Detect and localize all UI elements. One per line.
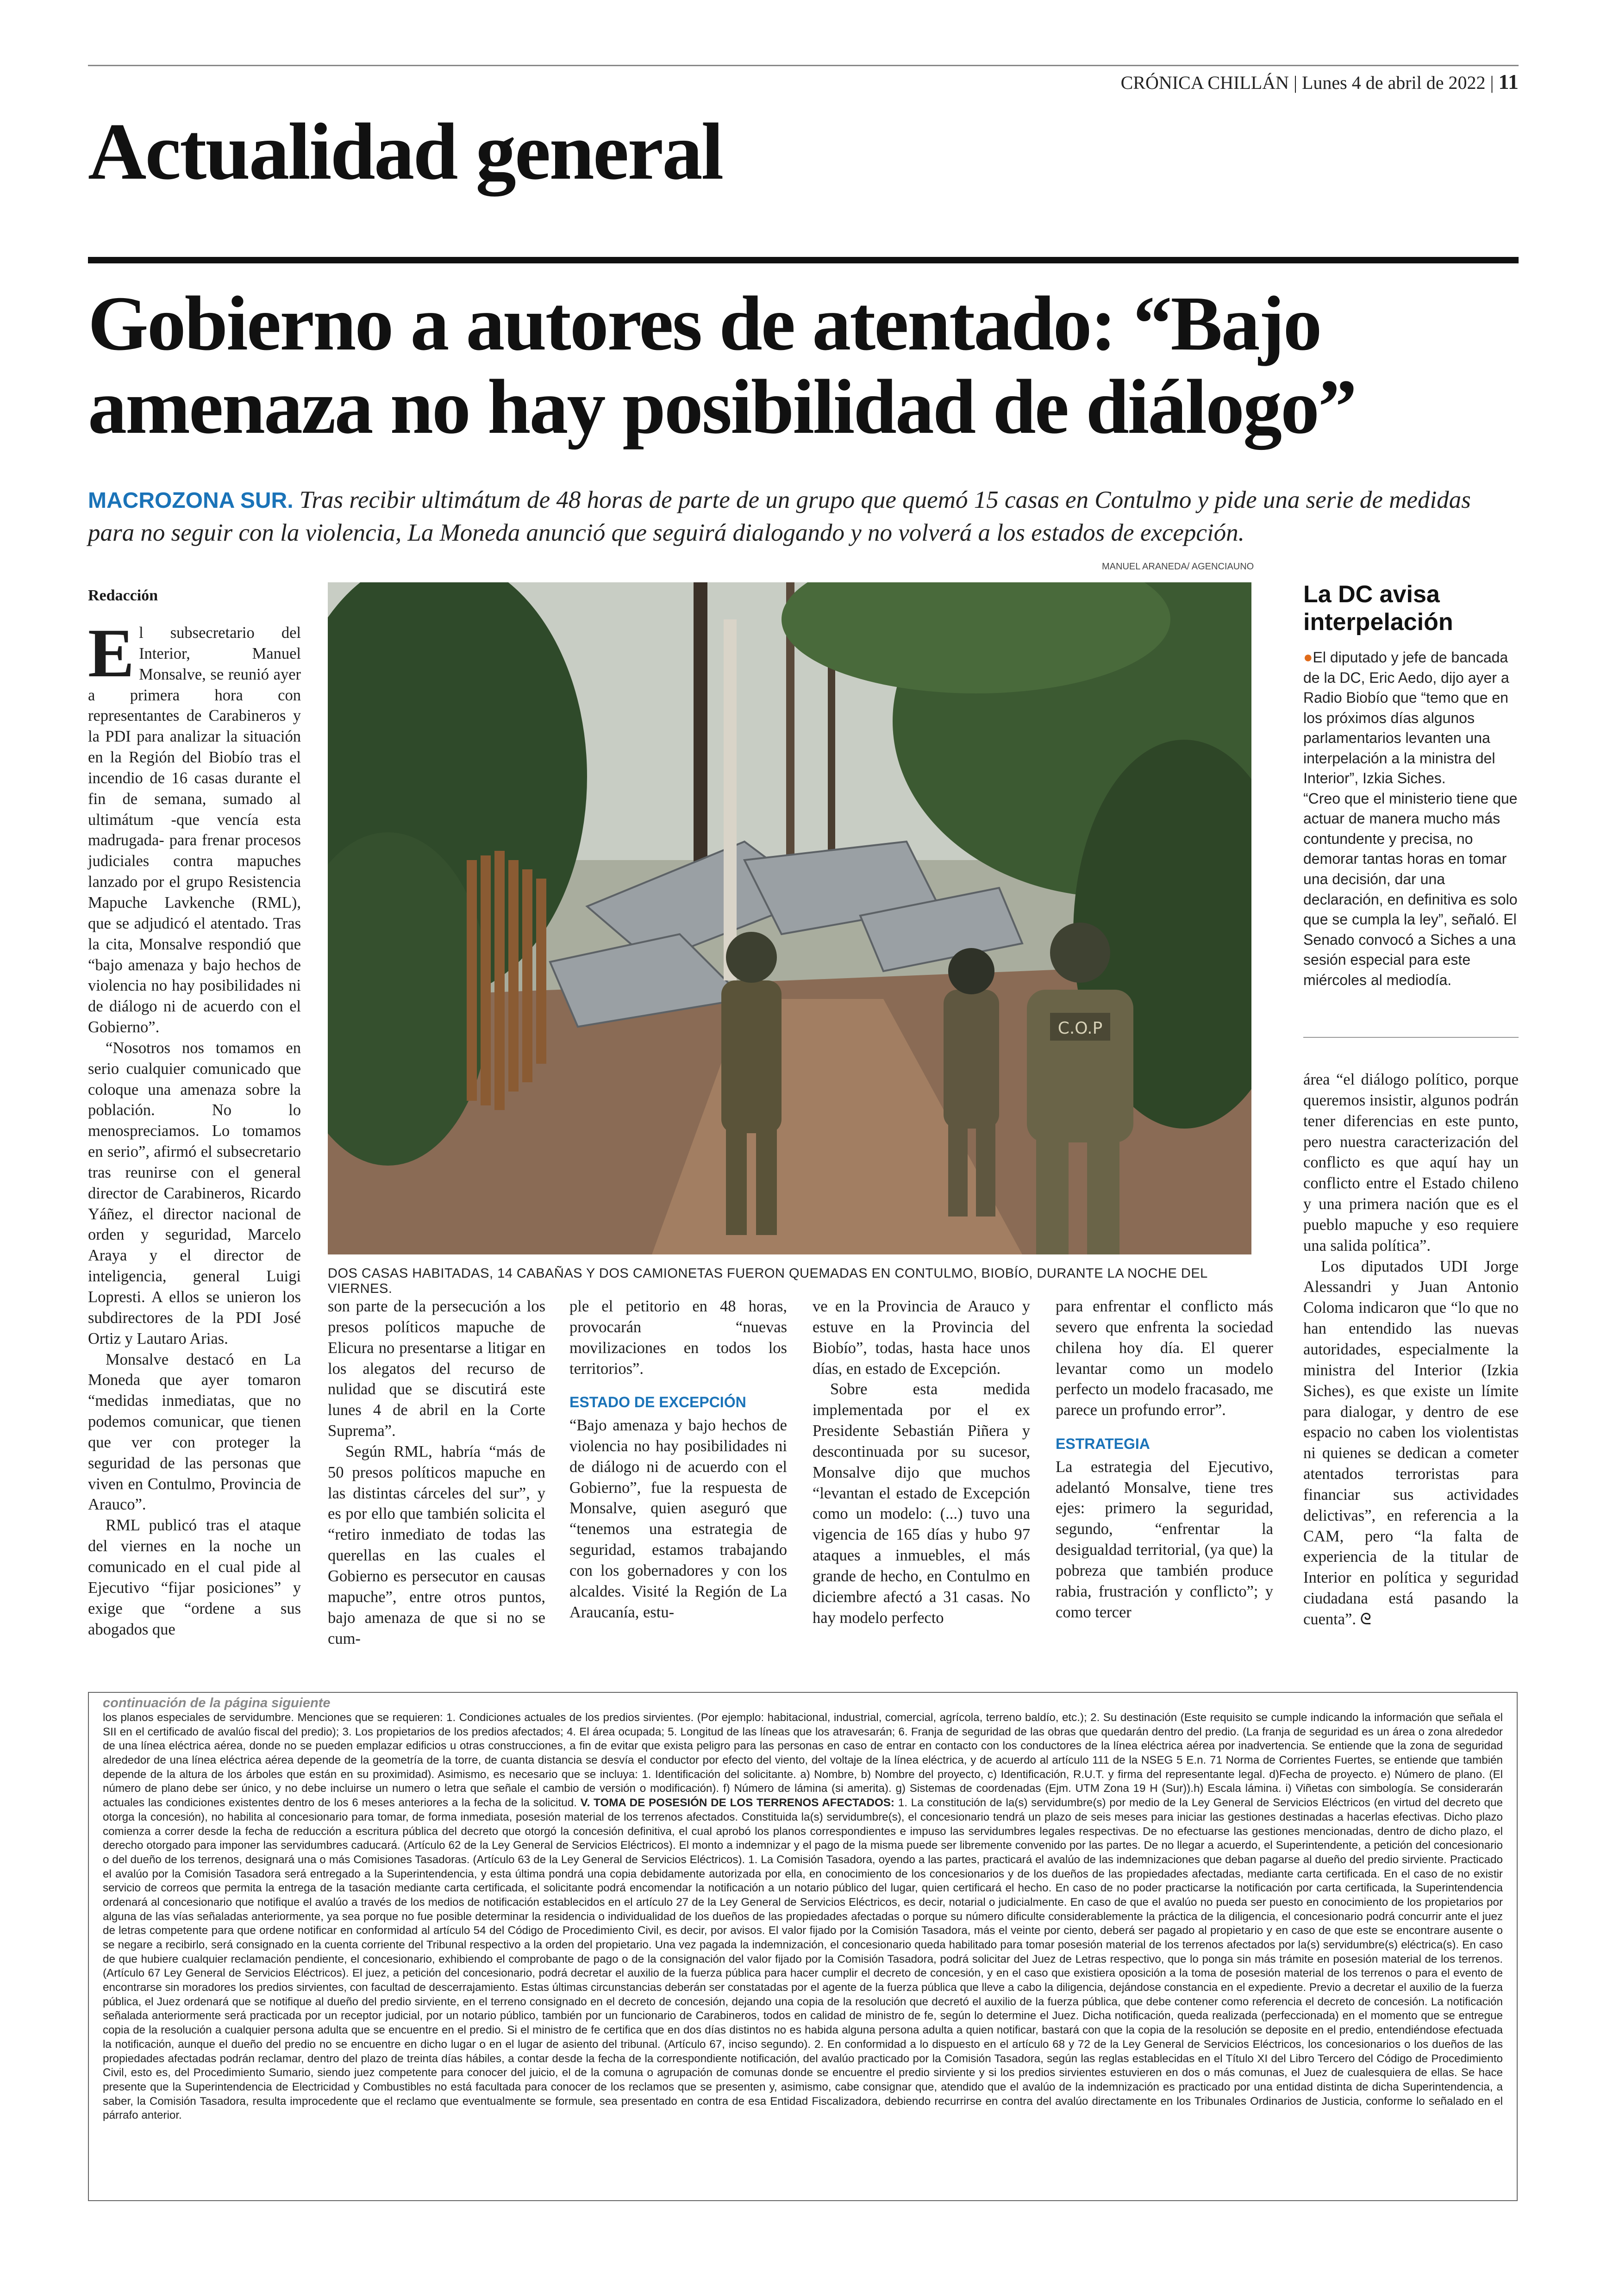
deck-kicker: MACROZONA SUR. — [88, 488, 294, 513]
legal-notice-text: los planos especiales de servidumbre. Menciones que se requieren: 1. Condiciones actuales de los predios sirvientes. (Por ejemplo: habitacional, industrial, comercial, agrícola, terreno baldío, etc.); 2. Su destinación (Este requisito se cumple indicando la información que señala el SII en el certificado de avalúo fiscal del predio); 3. Los propietarios de los predios afectados; 4. El área ocupada; 5. Longitud de las líneas que los atravesarán; 6. Franja de seguridad de las obras que quedarán dentro del predio. (La franja de seguridad es un área o zona alrededor de una línea eléctrica aérea, donde no se pueden emplazar edificios u otras construcciones, a fin de evitar que exista peligro para las personas en caso de entrar en contacto con los conductores de la línea eléctrica aérea por inadvertencia. Se entiende que la zona de seguridad alrededor de una línea eléctrica aérea depende de la geometría de la torre, de cuanta distancia se desvía el conductor por efecto del viento, del voltaje de la línea eléctrica, y de acuerdo al artículo 111 de la NSEG 5 E.n. 71 Norma de Corrientes Fuertes, se entiende que también depende de la altura de los árboles que están en su proximidad). Asimismo, es necesario que se incluya: 1. Identificación del solicitante. a) Nombre, b) Nombre del proyecto, c) Identificación, R.U.T. y firma del representante legal. d)Fecha de proyecto. e) Número de plano. (El número de plano debe ser único, y no debe incluirse un numero o letra que señale el cambio de versión o modificación). f) Número de lámina (si amerita). g) Sistemas de coordenadas (Ejm. UTM Zona 19 H (Sur)).h) Escala lámina. i) Viñetas con simbología. Se considerarán actuales las condiciones existentes dentro de los 6 meses anteriores a la fecha de la solicitud. V. TOMA DE POSESIÓN DE LOS TERRENOS AFECTADOS: 1. La constitución de la(s) servidumbre(s) por medio de la Ley General de Servicios Eléctricos (en virtud del decreto que otorga la concesión), no habilita al concesionario para tomar, de forma inmediata, posesión material de los terrenos afectados. Constituida la(s) servidumbre(s), el concesionario tendrá un plazo de seis meses para iniciar las gestiones destinadas a hacerlas efectivas. Dicho plazo comienza a correr desde la fecha de reducción a escritura pública del decreto que otorgó la concesión definitiva, el cual aprobó los planos correspondientes e impuso las servidumbres legales respectivas. De no efectuarse las gestiones mencionadas, dentro de dicho plazo, el derecho otorgado para imponer las servidumbres caducará. (Artículo 62 de la Ley General de Servicios Eléctricos). El monto a indemnizar y el pago de la misma puede ser libremente convenido por las partes. De no llegar a acuerdo, el Superintendente, a petición del concesionario o del dueño de los terrenos, designará una o más Comisiones Tasadoras. (Artículo 63 de la Ley General de Servicios Eléctricos). 1. La Comisión Tasadora, oyendo a las partes, practicará el avalúo de las indemnizaciones que deban pagarse al dueño del predio sirviente. Practicado el avalúo por la Comisión Tasadora será entregado a la Superintendencia, y esta última pondrá una copia debidamente autorizada por ella, en conocimiento de los concesionarios y de los dueños de las propiedades afectadas, mediante carta certificada. En el caso de no existir servicio de correos que permita la entrega de la tasación mediante carta certificada, el solicitante podrá encomendar la notificación a un notario público del lugar, quien certificará el hecho. En caso de no poder practicarse la notificación por carta certificada, la Superintendencia ordenará al concesionario que notifique el avalúo a través de los medios de notificación establecidos en el artículo 27 de la Ley General de Servicios Eléctricos, es decir, notarial o judicialmente. En caso de que el avalúo no pueda ser puesto en conocimiento de los propietarios por alguna de las vías señaladas anteriormente, ya sea porque no fue posible determinar la residencia o individualidad de los dueños de las propiedades afectadas o porque su número dificulte considerablemente la práctica de la diligencia, el concesionario podrá concurrir ante el juez de letras competente para que ordene notificar en conformidad al artículo 54 del Código de Procedimiento Civil, es decir, por avisos. El valor fijado por la Comisión Tasadora, más el veinte por ciento, deberá ser pagado al propietario y en caso de que este se encontrare ausente o se negare a recibirlo, será consignado en la cuenta corriente del Tribunal respectivo a la orden del propietario. Una vez pagada la indemnización, el concesionario queda habilitado para tomar posesión material de los terrenos afectados por la(s) servidumbre(s) eléctrica(s). En caso de que hubiere cualquier reclamación pendiente, el concesionario, exhibiendo el comprobante de pago o de la consignación del valor fijado por la Comisión Tasadora, podrá solicitar del Juez de Letras respectivo, que lo ponga sin más trámite en posesión material de los terrenos. (Artículo 67 Ley General de Servicios Eléctricos). El juez, a petición del concesionario, podrá decretar el auxilio de la fuerza pública para hacer cumplir el decreto de concesión, y en el caso que existiera oposición a la toma de posesión material de los terrenos o para el evento de encontrarse sin moradores los predios sirvientes, con facultad de descerrajamiento. Estas últimas circunstancias deberán ser constatadas por el agente de la fuerza pública que lleve a cabo la diligencia, dejándose constancia en el expediente. Previo a decretar el auxilio de la fuerza pública, el Juez ordenará que se notifique al dueño del predio sirviente, en el terreno consignado en el decreto de concesión, dejando una copia de la resolución que decretó el auxilio de la fuerza pública, que debe contener como referencia el decreto de concesión. La notificación señalada anteriormente será practicada por un receptor judicial, por un notario público, también por un funcionario de Carabineros, todos en calidad de ministro de fe, según lo determine el Juez. Dicha notificación, queda realizada (perfeccionada) en el momento que se entregue copia de la resolución a cualquier persona adulta que se encuentre en el predio. Si el ministro de fe certifica que en dos días distintos no es habida alguna persona adulta a quien notificar, bastará con que la copia de la resolución se deposite en el predio, entendiéndose efectuada la notificación, aunque el dueño del predio no se encuentre en dicho lugar o en el lugar de asiento del tribunal. (Artículo 67, inciso segundo). 2. En conformidad a lo dispuesto en el artículo 68 y 72 de la Ley General de Servicios Eléctricos, los concesionarios o los dueños de las propiedades afectadas podrán reclamar, dentro del plazo de treinta días hábiles, a contar desde la fecha de la correspondiente notificación, del avalúo practicado por la Comisión Tasadora, según las reglas establecidas en el Título XI del Libro Tercero del Código de Procedimiento Civil, esto es, del Procedimiento Sumario, siendo juez competente para conocer del juicio, el de la comuna o agrupación de comunas donde se encuentre el predio sirviente y si los predios sirvientes estuvieren en dos o más comunas, el Juez de cualesquiera de ellas. Se hace presente que la Superintendencia de Electricidad y Combustibles no está facultada para conocer de los reclamos que se presenten y, asimismo, cabe consignar que, atendido que el avalúo de la indemnización es practicado por una entidad distinta de dicha Superintendencia, a saber, la Comisión Tasadora, resulta improcedente que el reclamo que eventualmente se formule, sea presentado en contra de esa Entidad Fiscalizadora, debiendo recurrirse en contra del avalúo directamente en los Tribunales Ordinarios de Justicia, conforme lo señalado en el párrafo anterior. — [103, 1711, 1503, 2122]
article-paragraph: RML publicó tras el ataque del viernes en la noche un comunicado en el cual pide al Ejecutivo “fijar posiciones” y exige que “ordene a sus abogados que — [88, 1516, 301, 1638]
article-paragraph: El subsecretario del Interior, Manuel Monsalve, se reunió ayer a primera hora con representantes de Carabineros y la PDI para analizar la situación en la Región del Biobío tras el incendio de 16 casas durante el fin de semana, sumado al ultimátum -que vencía esta madrugada- para frenar procesos judiciales contra mapuches lanzado por el grupo Resistencia Mapuche Lavkenche (RML), que se adjudicó el atentado. Tras la cita, Monsalve respondió que “bajo amenaza y bajo hechos de violencia no hay posibilidades ni de diálogo ni de acuerdo con el Gobierno”. — [88, 615, 301, 1036]
article-paragraph: Los diputados UDI Jorge Alessandri y Juan Antonio Coloma indicaron que “lo que no han entendido las nuevas autoridades, especialmente la ministra del Interior (Izkia Siches), es que existe un límite para dialogar, y dentro de ese espacio no caben los violentistas ni quienes se dedican a cometer atentados terroristas para financiar sus actividades delictivas”, en referencia a la CAM, pero “la falta de experiencia de la titular de Interior en política y seguridad ciudadana está pasando la cuenta”. ᘓ — [1303, 1257, 1519, 1628]
headline: Gobierno a autores de atentado: “Bajo amenaza no hay posibilidad de diálogo” — [88, 281, 1356, 450]
photo-illustration — [328, 582, 1251, 1254]
article-paragraph: para enfrentar el conflicto más severo que enfrenta la sociedad chilena hoy día. El querer levantar como un modelo perfecto un modelo fracasado, me parece un profundo error”. — [1056, 1298, 1273, 1419]
legal-notice-box — [88, 1692, 1518, 2201]
top-rule — [88, 65, 1519, 66]
article-column-6 — [1303, 1069, 1519, 1630]
masthead: CRÓNICA CHILLÁN | Lunes 4 de abril de 2022 | 11 — [1120, 70, 1519, 94]
article-paragraph: Según RML, habría “más de 50 presos políticos mapuche en las distintas cárceles del sur”, y es por ello que también solicita el “retiro inmediato de todas las querellas en las cuales el Gobierno es persecutor en causas mapuche”, entre otros puntos, bajo amenaza de que si no se cum- — [328, 1442, 545, 1647]
page-number: 11 — [1498, 70, 1519, 94]
byline: Redacción — [88, 587, 158, 604]
end-mark-icon: ᘓ — [1360, 1610, 1371, 1628]
article-paragraph: ple el petitorio en 48 horas, provocarán “nuevas movilizaciones en todos los territorios”. — [569, 1298, 787, 1378]
bullet-dot: ● — [1303, 648, 1313, 666]
photo-credit: MANUEL ARANEDA/ AGENCIAUNO — [1102, 562, 1254, 572]
article-paragraph: “Nosotros nos tomamos en serio cualquier comunicado que coloque una amenaza sobre la población. No lo menospreciamos. Lo tomamos en serio”, afirmó el subsecretario tras reunirse con el general director de Carabineros, Ricardo Yáñez, el director nacional de orden y seguridad, Marcelo Araya y el director de inteligencia, general Luigi Lopresti. A ellos se unieron los subdirectores de la PDI José Ortiz y Lautaro Arias. — [88, 1039, 301, 1348]
deck — [88, 484, 1523, 549]
sidebar-box — [1303, 581, 1519, 990]
sidebar-paragraph: ●El diputado y jefe de bancada de la DC, Eric Aedo, dijo ayer a Radio Biobío que “temo que en los próximos días algunos parlamentarios levanten una interpelación a la ministra del Interior”, Izkia Siches. — [1303, 648, 1509, 787]
article-paragraph: área “el diálogo político, porque queremos insistir, algunos podrán tener diferencias en este punto, pero nuestra caracterización del conflicto es que aquí hay un conflicto entre el Estado chileno y una primera nación que es el pueblo mapuche y eso requiere una salida política”. — [1303, 1071, 1519, 1254]
article-column-4 — [813, 1296, 1030, 1628]
article-column-2 — [328, 1296, 545, 1649]
issue-date: Lunes 4 de abril de 2022 — [1301, 72, 1486, 93]
article-paragraph: Sobre esta medida implementada por el ex Presidente Sebastián Piñera y descontinuada por su sucesor, Monsalve dijo que muchos “levantan el estado de Excepción como un modelo: (...) tuvo una vigencia de 165 días y hubo 97 ataques a inmuebles, el más grande de hecho, en Contulmo en diciembre afectó a 31 casas. No hay modelo perfecto — [813, 1380, 1030, 1627]
article-paragraph: Monsalve destacó en La Moneda que ayer tomaron “medidas inmediatas, que no podemos comunicar, que tienen que ver con proteger la seguridad de las personas que viven en Contulmo, Provincia de Arauco”. — [88, 1350, 301, 1514]
sidebar-paragraph: “Creo que el ministerio tiene que actuar de manera mucho más contundente y precisa, no demorar tantas horas en tomar una decisión, dar una declaración, en definitiva es solo que se cumpla la ley”, señaló. El Senado convocó a Siches a una sesión especial para este miércoles al mediodía. — [1303, 790, 1518, 988]
legal-continuation-label: continuación de la página siguiente — [103, 1696, 331, 1710]
drop-cap: E — [88, 615, 135, 692]
paper-name: CRÓNICA CHILLÁN — [1120, 72, 1289, 93]
section-title: Actualidad general — [88, 106, 723, 196]
photo-caption: DOS CASAS HABITADAS, 14 CABAÑAS Y DOS CAMIONETAS FUERON QUEMADAS EN CONTULMO, BIOBÍO, DURANTE LA NOCHE DEL VIERNES. — [328, 1266, 1207, 1296]
article-paragraph: son parte de la persecución a los presos políticos mapuche de Elicura no presentarse a litigar en los alegatos del recurso de nulidad que se discutirá este lunes 4 de abril en la Corte Suprema”. — [328, 1298, 545, 1440]
legal-bold-heading: V. TOMA DE POSESIÓN DE LOS TERRENOS AFECTADOS: — [580, 1797, 894, 1809]
subhead-estrategia: ESTRATEGIA — [1056, 1435, 1150, 1453]
article-column-3 — [569, 1296, 787, 1622]
sidebar-title: La DC avisa interpelación — [1303, 581, 1453, 636]
article-paragraph: “Bajo amenaza y bajo hechos de violencia no hay posibilidades ni de diálogo ni de acuerdo con el Gobierno”, fue la respuesta de Monsalve, quien aseguró que “tenemos una estrategia de seguridad, estamos trabajando con los gobernadores y con los alcaldes. Visité la Región de La Araucanía, estu- — [569, 1416, 787, 1621]
subhead-estado-de-excepcion: ESTADO DE EXCEPCIÓN — [569, 1394, 746, 1411]
vest-label: C.O.P — [1057, 1019, 1103, 1038]
article-paragraph: ve en la Provincia de Arauco y estuve en la Provincia del Biobío”, todas, hasta hace unos días, en estado de Excepción. — [813, 1298, 1030, 1378]
news-photo — [328, 582, 1251, 1254]
sidebar-rule — [1303, 1037, 1519, 1038]
sidebar-body — [1303, 647, 1519, 990]
deck-text: Tras recibir ultimátum de 48 horas de parte de un grupo que quemó 15 casas en Contulmo y pide una serie de medidas para no seguir con la violencia, La Moneda anunció que seguirá dialogando y no volverá a los estados de excepción. — [88, 487, 1471, 547]
article-paragraph: La estrategia del Ejecutivo, adelantó Monsalve, tiene tres ejes: primero la seguridad, segundo, “enfrentar la desigualdad territorial, (ya que) la pobreza que también produce rabia, frustración y conflicto”; y como tercer — [1056, 1458, 1273, 1621]
section-rule — [88, 257, 1519, 263]
article-column-1 — [88, 615, 301, 1640]
article-column-5 — [1056, 1296, 1273, 1622]
